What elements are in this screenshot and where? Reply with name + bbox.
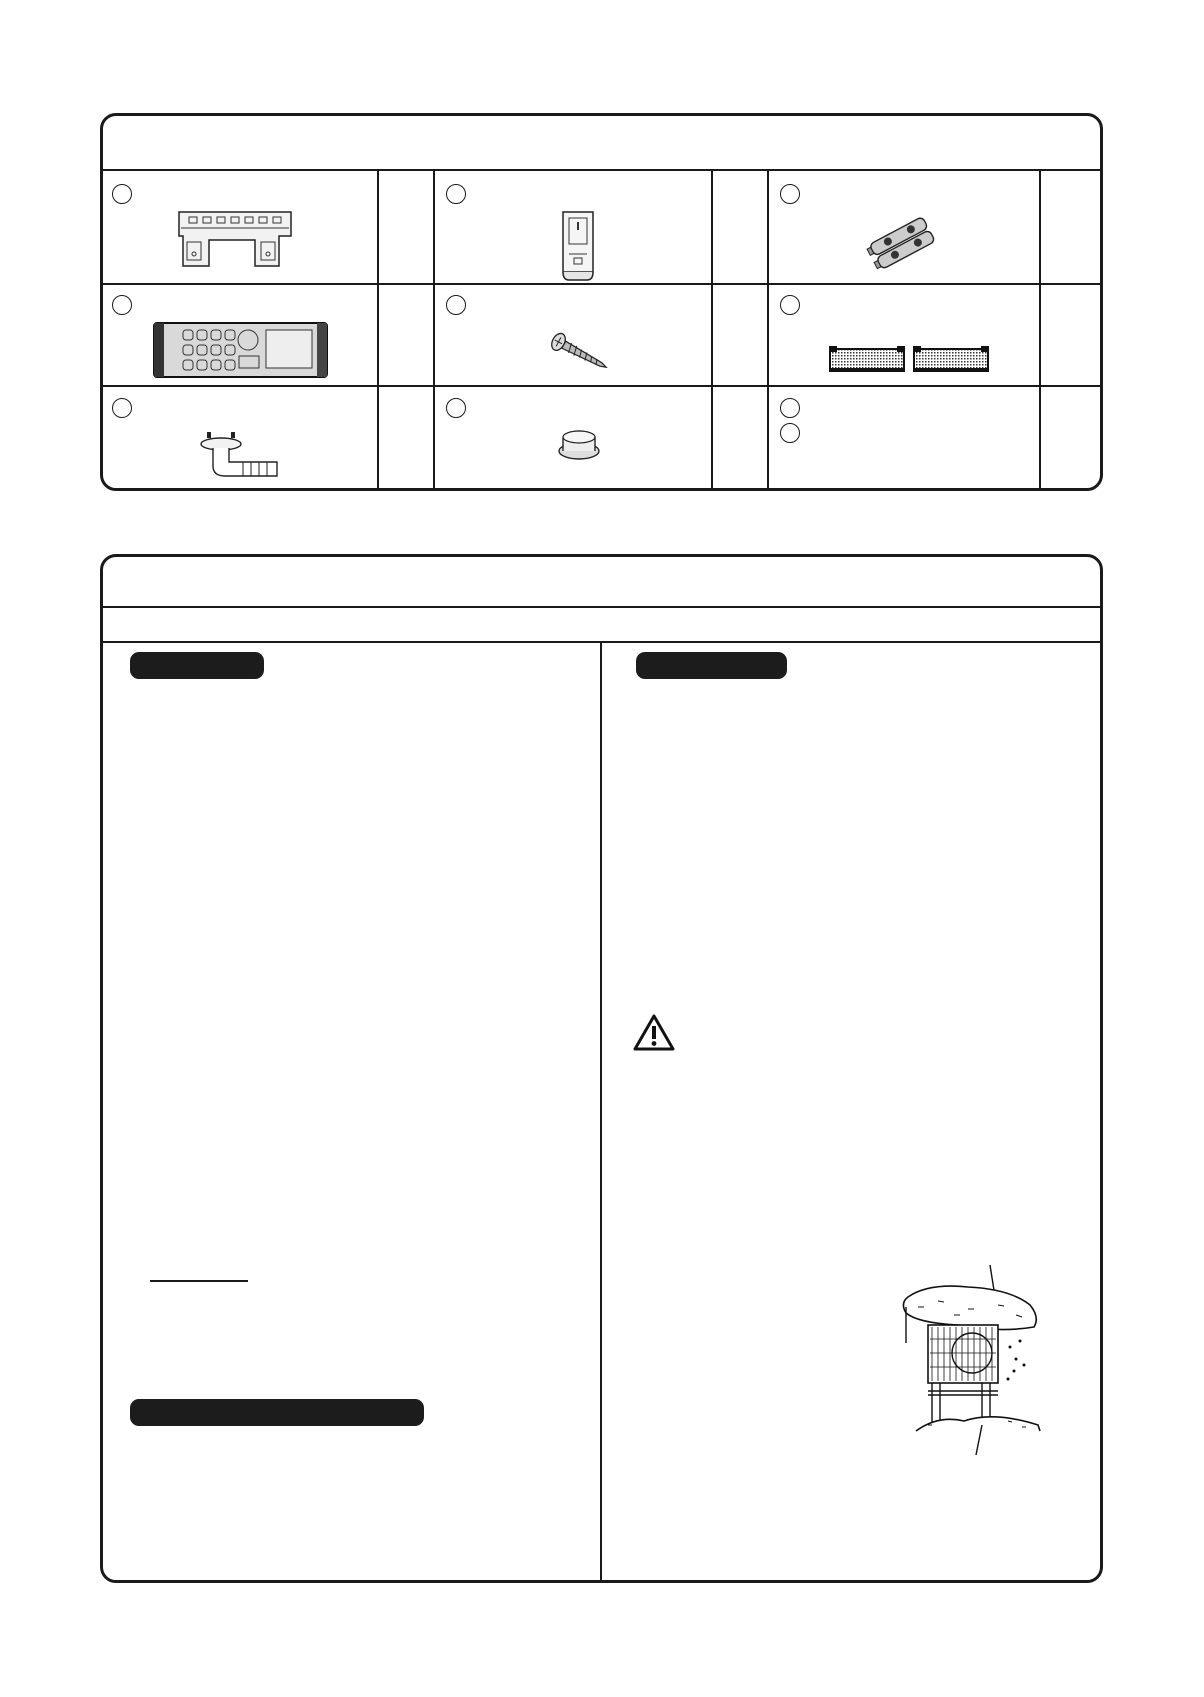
item-marker-circle: [780, 184, 800, 204]
remote-control-icon: [153, 322, 328, 378]
batteries-icon: [868, 214, 940, 270]
warning-triangle-icon: [633, 1014, 675, 1051]
accessories-col-divider: [377, 170, 379, 489]
underlined-word-line: [150, 1280, 248, 1282]
air-filters-icon: [829, 346, 990, 374]
item-marker-circle: [446, 295, 466, 315]
accessories-row-divider-1: [102, 283, 1101, 285]
drain-elbow-icon: [199, 432, 281, 482]
item-marker-circle: [780, 295, 800, 315]
accessories-header-divider: [102, 169, 1101, 171]
installation-column-divider: [600, 642, 602, 1580]
left-section-heading-pill: [130, 652, 264, 679]
item-marker-circle: [112, 398, 132, 418]
item-marker-circle: [446, 398, 466, 418]
accessories-row-divider-2: [102, 385, 1101, 387]
item-marker-circle: [780, 423, 800, 443]
item-marker-circle: [780, 398, 800, 418]
installation-header-divider: [102, 606, 1101, 608]
tapping-screw-icon: [545, 338, 607, 378]
item-marker-circle: [112, 184, 132, 204]
left-lower-heading-pill: [130, 1399, 424, 1426]
item-marker-circle: [112, 295, 132, 315]
item-marker-circle: [446, 184, 466, 204]
snow-covered-outdoor-unit-icon: [898, 1265, 1043, 1457]
drain-cap-icon: [557, 425, 601, 461]
remote-holder-icon: [559, 210, 597, 282]
accessories-col-divider: [1039, 170, 1041, 489]
accessories-col-divider: [433, 170, 435, 489]
right-section-heading-pill: [636, 652, 787, 679]
accessories-col-divider: [767, 170, 769, 489]
accessories-col-divider: [711, 170, 713, 489]
mounting-plate-icon: [175, 210, 297, 272]
